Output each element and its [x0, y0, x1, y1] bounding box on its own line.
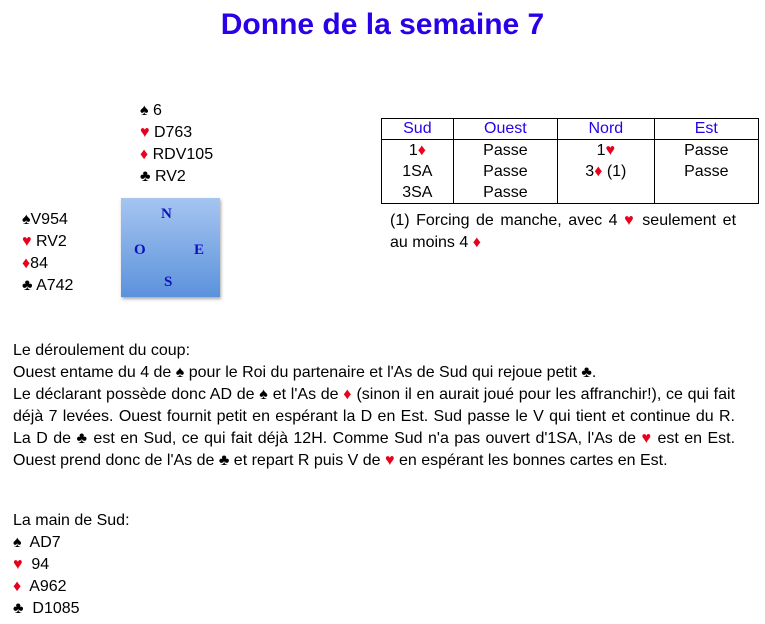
bidding-row [382, 182, 759, 204]
section-heading: Le déroulement du coup: [13, 342, 191, 359]
west-clubs: A742 [36, 277, 74, 294]
bidding-header [382, 119, 759, 140]
south-spades: AD7 [29, 534, 61, 551]
paragraph: Le déclarant possède donc AD de ♠ et l'As de ♦ (sinon il en aurait joué pour les affranchir!), ce qui fait déjà 7 levées. Ouest fournit petit en espérant la D en Est. Sud passe le V qui tient et continue du R. La D de ♣ est en Sud, ce qui fait déjà 12H. Comme Sud n'a pas ouvert d'1SA, l'As de ♥ est en Est. Ouest prend donc de l'As de ♣ et repart R puis V de ♥ en espérant les bonnes cartes en Est. [13, 386, 736, 469]
spade-icon: ♠ [22, 211, 31, 228]
bid-cell: 1SA [382, 161, 454, 182]
bid-cell: 1♥ [558, 140, 655, 162]
north-spades: 6 [152, 102, 162, 119]
compass-north: N [161, 206, 172, 222]
club-icon: ♣ [76, 430, 88, 447]
header-sud: Sud [382, 119, 454, 140]
compass-west: O [134, 242, 146, 258]
bidding-note: (1) Forcing de manche, avec 4 ♥ seulement et au moins 4 ♦ [390, 212, 737, 251]
diamond-icon: ♦ [343, 386, 352, 403]
club-icon: ♣ [140, 168, 151, 185]
paragraph: Ouest entame du 4 de ♠ pour le Roi du partenaire et l'As de Sud qui rejoue petit ♣. [13, 364, 597, 381]
diamond-icon: ♦ [594, 162, 603, 180]
bid-cell [558, 182, 655, 204]
bid-cell: 3♦ (1) [558, 161, 655, 182]
west-hearts: RV2 [35, 233, 67, 250]
bid-cell: Passe [453, 182, 557, 204]
heart-icon: ♥ [13, 556, 23, 573]
header-ouest: Ouest [453, 119, 557, 140]
club-icon: ♣ [13, 600, 24, 617]
north-hearts: D763 [153, 124, 193, 141]
south-hand [13, 510, 130, 620]
club-icon: ♣ [581, 364, 592, 381]
bid-cell [654, 182, 758, 204]
south-clubs: D1085 [32, 600, 80, 617]
diamond-icon: ♦ [417, 141, 426, 159]
west-spades: V954 [30, 211, 68, 228]
spade-icon: ♠ [13, 534, 22, 551]
spade-icon: ♠ [259, 386, 269, 403]
spade-icon: ♠ [175, 364, 185, 381]
bid-cell: Passe [654, 140, 758, 162]
play-description [13, 340, 735, 472]
bidding-row [382, 140, 759, 162]
bidding-table [381, 118, 759, 204]
diamond-icon: ♦ [472, 234, 481, 251]
bid-cell: 1♦ [382, 140, 454, 162]
bid-cell: Passe [654, 161, 758, 182]
heart-icon: ♥ [385, 452, 395, 469]
north-diamonds: RDV105 [152, 146, 214, 163]
compass-east: E [194, 242, 205, 258]
header-est: Est [654, 119, 758, 140]
west-diamonds: 84 [30, 255, 48, 272]
south-hearts: 94 [31, 556, 50, 573]
compass-south: S [164, 274, 173, 290]
club-icon: ♣ [218, 452, 230, 469]
bidding-row [382, 161, 759, 182]
page-title: Donne de la semaine 7 [220, 8, 545, 41]
bid-cell: 3SA [382, 182, 454, 204]
south-diamonds: A962 [29, 578, 67, 595]
section-heading: La main de Sud: [13, 512, 130, 529]
bid-cell: Passe [453, 140, 557, 162]
north-clubs: RV2 [154, 168, 186, 185]
diamond-icon: ♦ [140, 146, 149, 163]
heart-icon: ♥ [22, 233, 32, 250]
heart-icon: ♥ [140, 124, 150, 141]
spade-icon: ♠ [140, 102, 149, 119]
diamond-icon: ♦ [22, 255, 31, 272]
west-hand [22, 209, 73, 297]
north-hand [140, 100, 213, 188]
bid-cell: Passe [453, 161, 557, 182]
header-nord: Nord [558, 119, 655, 140]
club-icon: ♣ [22, 277, 33, 294]
heart-icon: ♥ [641, 430, 652, 447]
diamond-icon: ♦ [13, 578, 22, 595]
compass-table [121, 198, 220, 297]
heart-icon: ♥ [624, 212, 636, 229]
heart-icon: ♥ [605, 141, 616, 159]
